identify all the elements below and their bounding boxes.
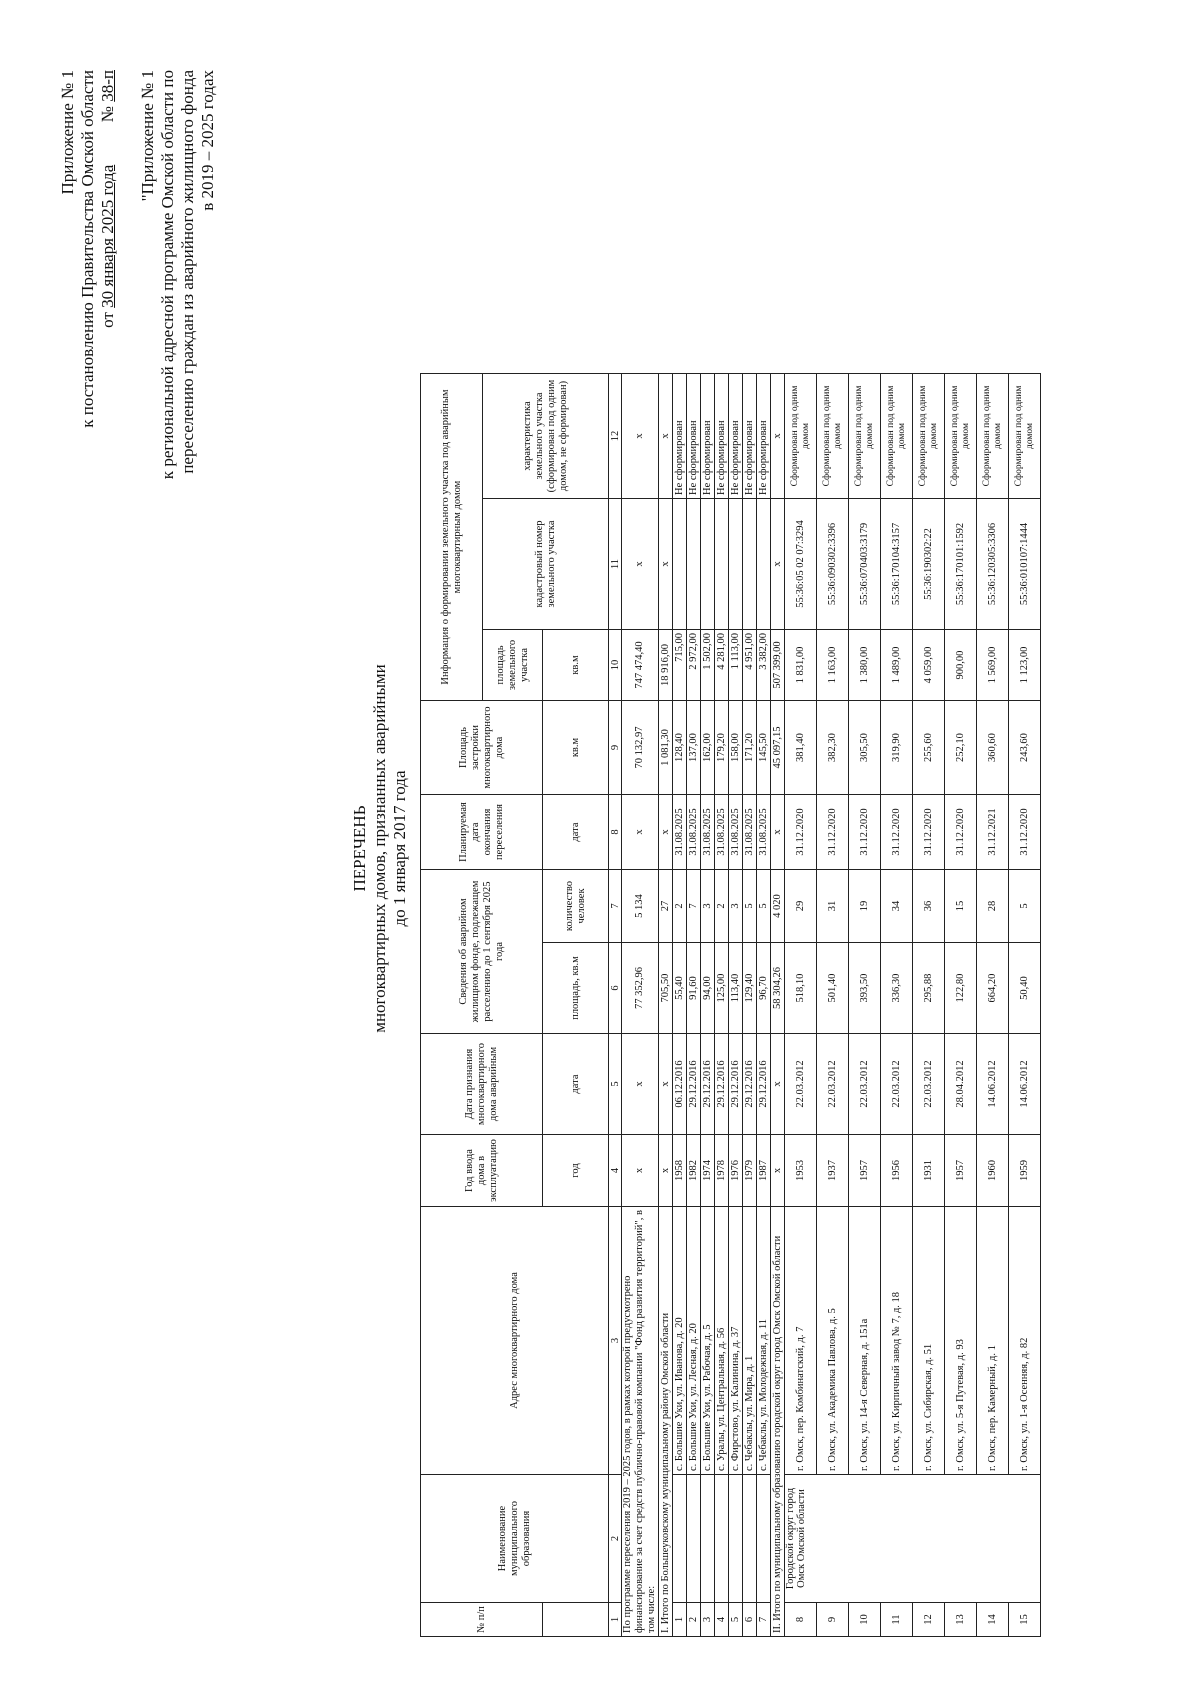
header-num: № п/п (421, 1603, 543, 1637)
header-address: Адрес многоквартирного дома (421, 1207, 609, 1475)
header-recognition: Дата признания многоквартирного дома аварийным (421, 1034, 543, 1135)
header-build-area: Площадь застройки многоквартирного дома (421, 701, 543, 795)
program-line-1: к региональной адресной программе Омской области по (158, 70, 177, 480)
unit-area: площадь, кв.м (543, 943, 609, 1034)
unit-year: год (543, 1135, 609, 1207)
header-planned: Планируемая дата окончания переселения (421, 795, 543, 870)
appendix-quote: "Приложение № 1 (138, 70, 157, 202)
table-row: 7 с. Чебаклы, ул. Молодежная, д. 11 1987 29.12.2016 96,70 5 31.08.2025 145,50 3 382,00 Не сформирован (757, 374, 771, 1637)
table-row: 2 с. Большие Уки, ул. Лесная, д. 20 1982 29.12.2016 91,60 7 31.08.2025 137,00 2 972,00 Не сформирован (687, 374, 701, 1637)
municipality-omsk-cell: Городской округ город Омск Омской области (785, 1475, 1041, 1603)
section1-total-row: I. Итого по Большеуковскому муниципальному району Омской области х х 705,50 27 х 1 081,30 18 916,00 х х (659, 374, 673, 1637)
unit-build: кв.м (543, 701, 609, 795)
section2-total-row: II. Итого по муниципальному образованию городской округ город Омск Омской области х х 58 304,26 4 020 х 45 097,15 507 399,00 х х (771, 374, 785, 1637)
header-info: Сведения об аварийном жилищном фонде, подлежащем расселению до 1 сентября 2025 года (421, 870, 543, 1034)
emergency-housing-table (420, 373, 1041, 1637)
table-row: 9 г. Омск, ул. Академика Павлова, д. 5 1937 22.03.2012 501,40 31 31.12.2020 382,30 1 163,00 55:36:090302:3396 Сформирован под одним домом (817, 374, 849, 1637)
header-cadastral: кадастровый номер земельного участка (483, 499, 609, 630)
header-municipality: Наименование муниципального образования (421, 1475, 609, 1603)
column-numbers-row: 1 2 3 4 5 6 7 8 9 10 11 12 (609, 374, 622, 1637)
resolution-date: 30 января 2025 года (98, 164, 117, 308)
header-land-char: характеристика земельного участка (сформирован под одним домом, не сформирован) (483, 374, 609, 499)
unit-land: кв.м (543, 630, 609, 701)
resolution-line: к постановлению Правительства Омской области (78, 70, 97, 428)
table-row: 13 г. Омск, ул. 5-я Путевая, д. 93 1957 28.04.2012 122,80 15 31.12.2020 252,10 900,00 55:36:170101:1592 Сформирован под одним домом (945, 374, 977, 1637)
program-line-3: в 2019 – 2025 годах (198, 70, 217, 211)
program-line-2: переселению граждан из аварийного жилищного фонда (178, 70, 197, 474)
program-total-row: По программе переселения 2019 – 2025 годов, в рамках которой предусмотрено финансирование за счет средств публично-правовой компании "Фонд развития территорий", в том числе: х х 77 352,96 5 134 х 70 132,97 747 474,40 х х (622, 374, 659, 1637)
table-row: 11 г. Омск, ул. Кирпичный завод № 7, д. 18 1956 22.03.2012 336,30 34 31.12.2020 319,90 1 489,00 55:36:170104:3157 Сформирован под одним домом (881, 374, 913, 1637)
title-line-3: до 1 января 2017 года (390, 770, 409, 927)
table-row: 5 с. Фирстово, ул. Калинина, д. 37 1976 29.12.2016 113,40 3 31.08.2025 158,00 1 113,00 Не сформирован (729, 374, 743, 1637)
table-body (609, 374, 1041, 1637)
program-total-label: По программе переселения 2019 – 2025 годов, в рамках которой предусмотрено финансирование за счет средств публично-правовой компании "Фонд развития территорий", в том числе: (622, 1207, 659, 1637)
table-row: 8 Городской округ город Омск Омской области г. Омск, пер. Комбинатский, д. 7 1953 22.03.2012 518,10 29 31.12.2020 381,40 1 831,00 55:36:05 02 07:3294 Сформирован под одним домом (785, 374, 817, 1637)
table-row: 1 с. Большие Уки, ул. Иванова, д. 20 1958 06.12.2016 55,40 2 31.08.2025 128,40 715,00 Не сформирован (673, 374, 687, 1637)
appendix-line: Приложение № 1 (58, 70, 77, 195)
header-land-info: Информация о формировании земельного участка под аварийным многоквартирным домом (421, 374, 483, 701)
table-row: 10 г. Омск, ул. 14-я Северная, д. 151а 1957 22.03.2012 393,50 19 31.12.2020 305,50 1 380,00 55:36:070403:3179 Сформирован под одним домом (849, 374, 881, 1637)
table-row: 14 г. Омск, пер. Камерный, д. 1 1960 14.06.2012 664,20 28 31.12.2021 360,60 1 569,00 55:36:120305:3306 Сформирован под одним домом (977, 374, 1009, 1637)
table-row: 3 с. Большие Уки, ул. Рабочая, д. 5 1974 29.12.2016 94,00 3 31.08.2025 162,00 1 502,00 Не сформирован (701, 374, 715, 1637)
unit-date: дата (543, 1034, 609, 1135)
header-land-area: площадь земельного участка (483, 630, 543, 701)
document-title (350, 0, 410, 1697)
date-number-line: от 30 января 2025 года № 38-п (98, 70, 117, 328)
table-row: 15 г. Омск, ул. 1-я Осенняя, д. 82 1959 14.06.2012 50,40 5 31.12.2020 243,60 1 123,00 55:36:010107:1444 Сформирован под одним домом (1009, 374, 1041, 1637)
table-row: 12 г. Омск, ул. Сибирская, д. 51 1931 22.03.2012 295,88 36 31.12.2020 255,60 4 059,00 55:36:190302:22 Сформирован под одним домом (913, 374, 945, 1637)
resolution-number: 38-п (98, 70, 117, 102)
title-line-1: ПЕРЕЧЕНЬ (350, 805, 369, 892)
title-line-2: многоквартирных домов, признанных аварийными (370, 664, 389, 1033)
header-year: Год ввода дома в эксплуатацию (421, 1135, 543, 1207)
unit-planned: дата (543, 795, 609, 870)
document-header (58, 70, 218, 630)
unit-people: количество человек (543, 870, 609, 943)
section2-label: II. Итого по муниципальному образованию городской округ город Омск Омской области (771, 1207, 785, 1637)
table-row: 6 с. Чебаклы, ул. Мира, д. 1 1979 29.12.2016 129,40 5 31.08.2025 171,20 4 951,00 Не сформирован (743, 374, 757, 1637)
table-row: 4 с. Уралы, ул. Центральная, д. 56 1978 29.12.2016 125,00 2 31.08.2025 179,20 4 281,00 Не сформирован (715, 374, 729, 1637)
section1-label: I. Итого по Большеуковскому муниципальному району Омской области (659, 1207, 673, 1637)
